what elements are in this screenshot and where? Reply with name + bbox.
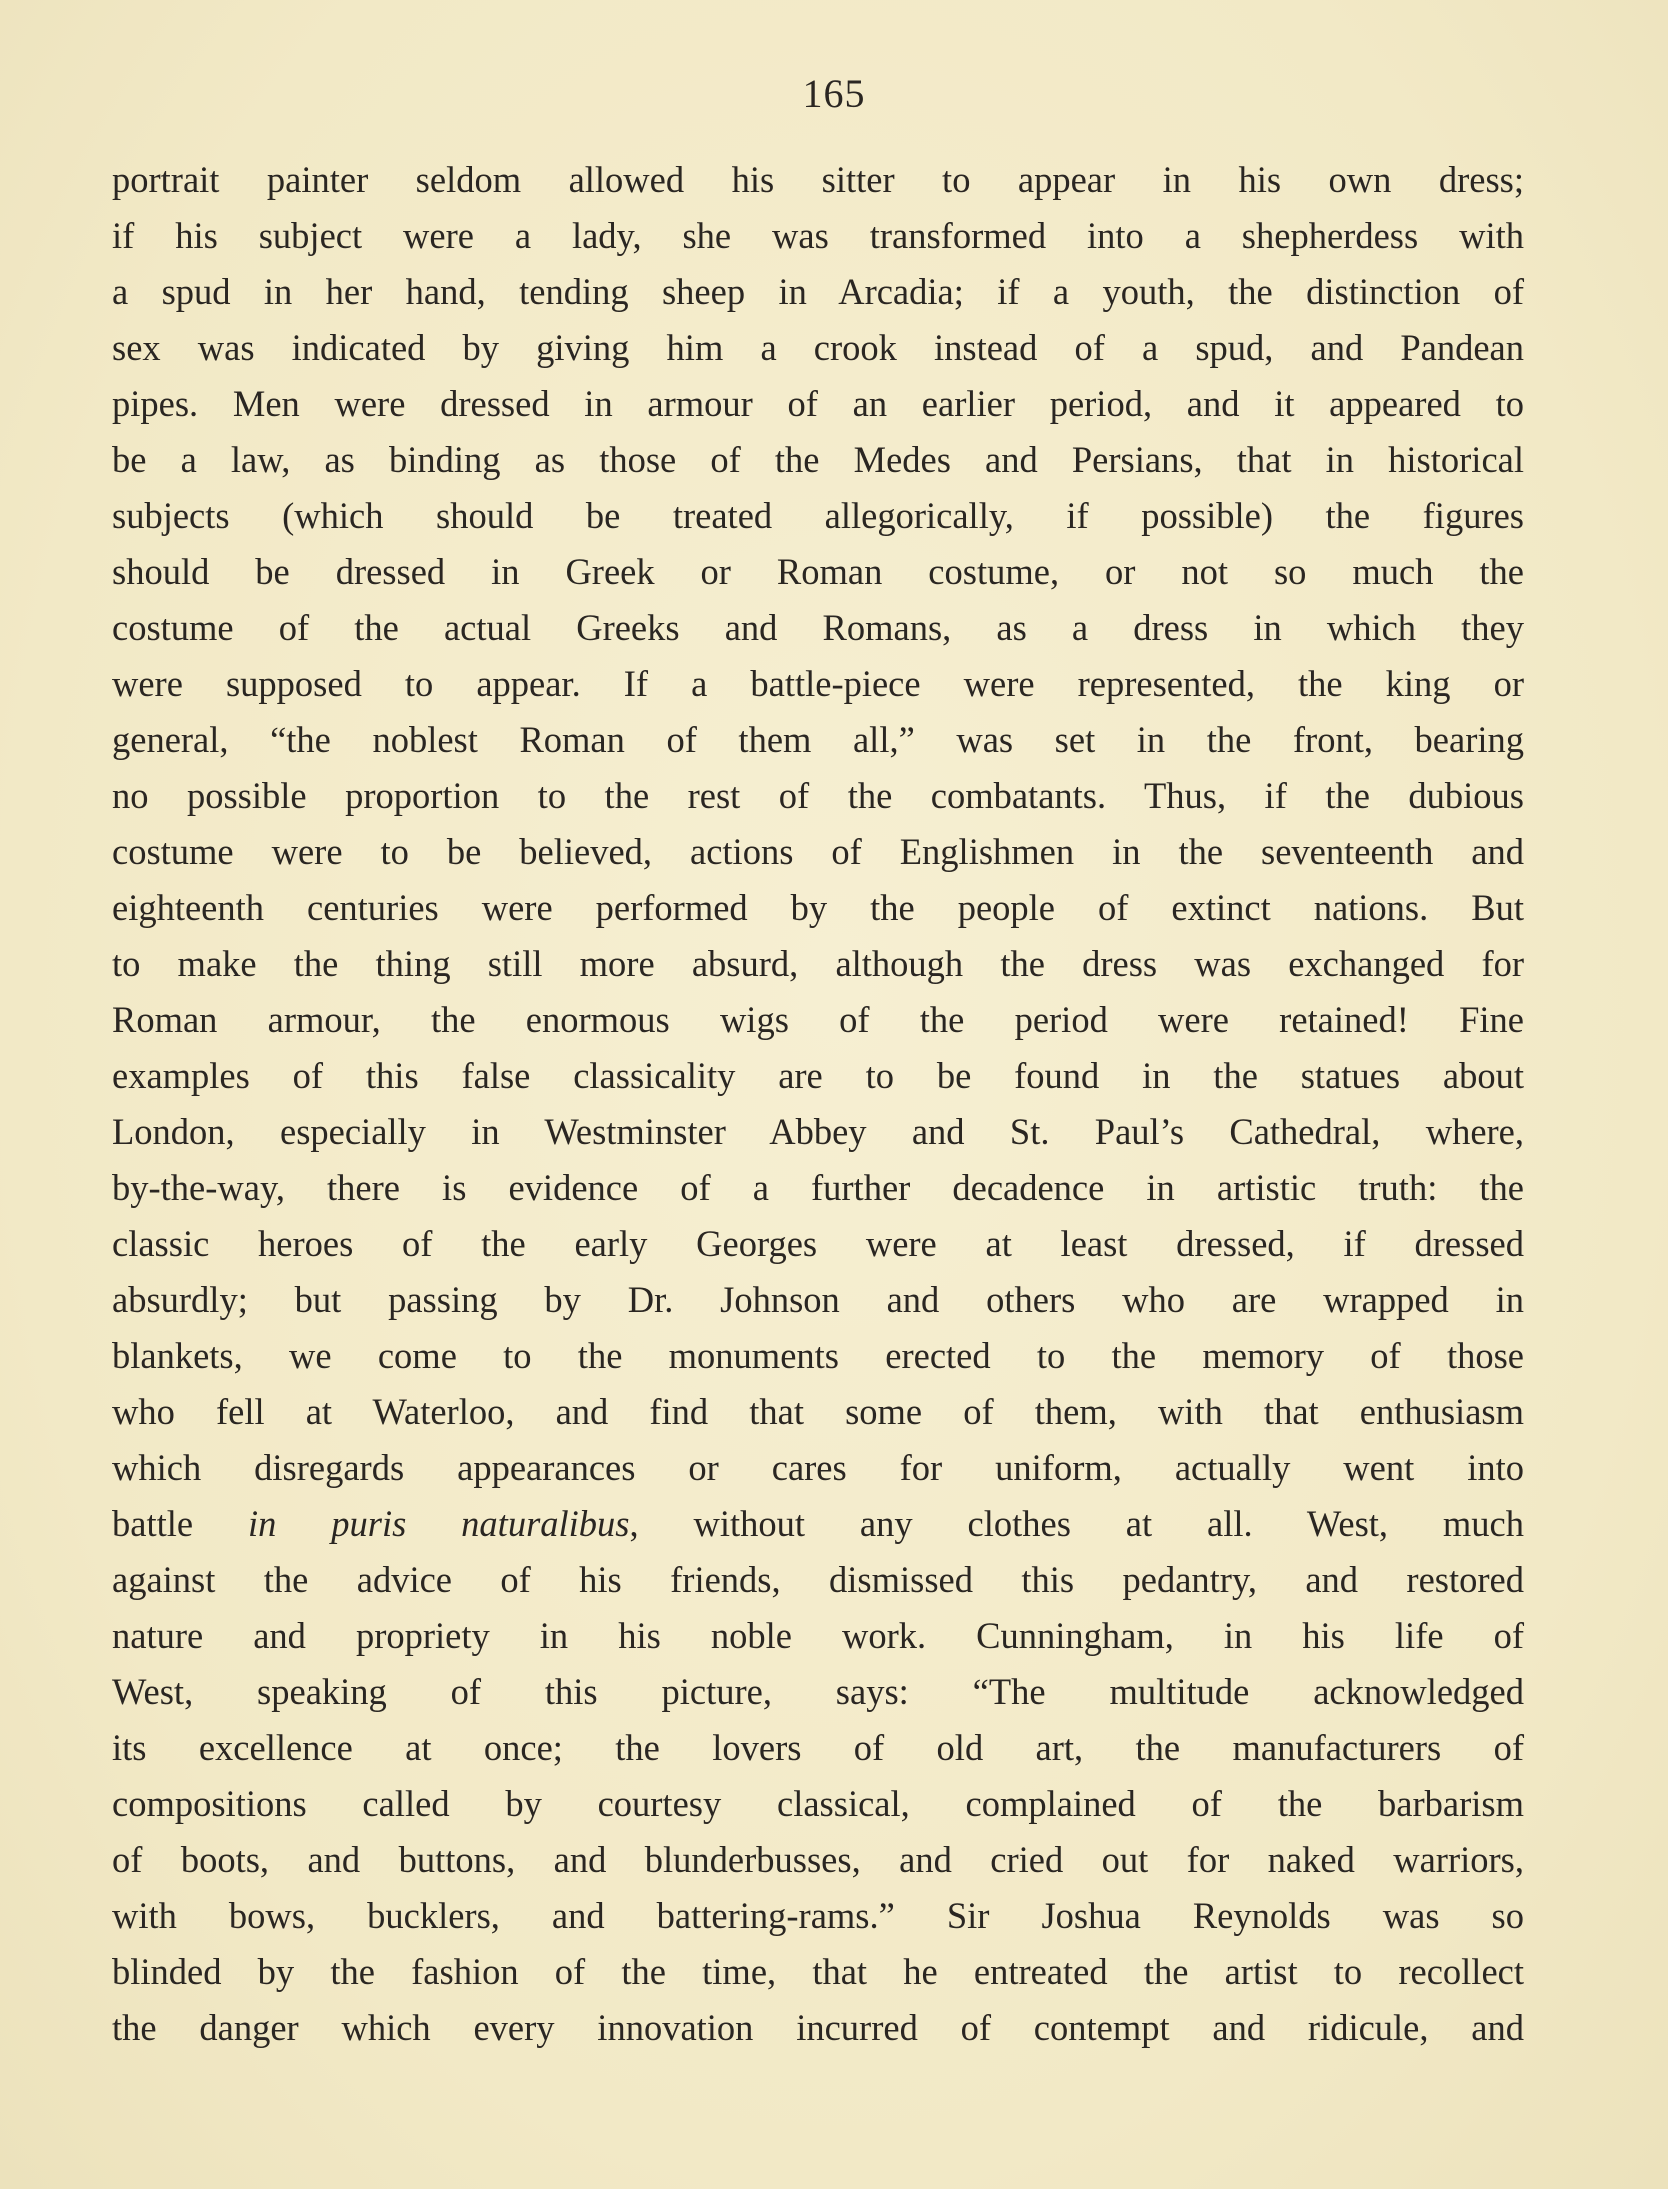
text-line-19: by-the-way, there is evidence of a further decadence in artistic truth: the	[112, 1167, 1524, 1208]
text-line-2: if his subject were a lady, she was transformed into a shepherdess with	[112, 215, 1524, 256]
text-line-23: who fell at Waterloo, and find that some of them, with that enthusiasm	[112, 1391, 1524, 1432]
text-line-16: Roman armour, the enormous wigs of the period were retained! Fine	[112, 999, 1524, 1040]
text-line-33: blinded by the fashion of the time, that he entreated the artist to recollect	[112, 1951, 1524, 1992]
text-line-18: London, especially in Westminster Abbey and St. Paul’s Cathedral, where,	[112, 1111, 1524, 1152]
text-line-5: pipes. Men were dressed in armour of an earlier period, and it appeared to	[112, 383, 1524, 424]
text-line-13: costume were to be believed, actions of Englishmen in the seventeenth and	[112, 831, 1524, 872]
page-number: 165	[802, 71, 866, 116]
body-text	[112, 152, 1524, 2056]
text-line-4: sex was indicated by giving him a crook instead of a spud, and Pandean	[112, 327, 1524, 368]
text-line-22: blankets, we come to the monuments erected to the memory of those	[112, 1335, 1524, 1376]
text-line-12: no possible proportion to the rest of the combatants. Thus, if the dubious	[112, 775, 1524, 816]
text-line-30: compositions called by courtesy classical, complained of the barbarism	[112, 1783, 1524, 1824]
text-line-11: general, “the noblest Roman of them all,” was set in the front, bearing	[112, 719, 1524, 760]
text-line-7: subjects (which should be treated allegorically, if possible) the figures	[112, 495, 1524, 536]
text-line-26: against the advice of his friends, dismissed this pedantry, and restored	[112, 1559, 1524, 1600]
text-line-1: portrait painter seldom allowed his sitter to appear in his own dress;	[112, 159, 1524, 200]
text-line-25-after: , without any clothes at all. West, much	[629, 1503, 1525, 1544]
text-line-8: should be dressed in Greek or Roman costume, or not so much the	[112, 551, 1524, 592]
text-line-10: were supposed to appear. If a battle-piece were represented, the king or	[112, 663, 1524, 704]
text-line-25	[112, 1496, 1524, 1552]
text-line-20: classic heroes of the early Georges were at least dressed, if dressed	[112, 1223, 1524, 1264]
text-line-25-before: battle	[112, 1503, 248, 1544]
text-line-17: examples of this false classicality are to be found in the statues about	[112, 1055, 1524, 1096]
text-line-24: which disregards appearances or cares for uniform, actually went into	[112, 1447, 1524, 1488]
text-line-28: West, speaking of this picture, says: “The multitude acknowledged	[112, 1671, 1524, 1712]
text-line-6: be a law, as binding as those of the Medes and Persians, that in historical	[112, 439, 1524, 480]
text-line-32: with bows, bucklers, and battering-rams.” Sir Joshua Reynolds was so	[112, 1895, 1524, 1936]
text-line-3: a spud in her hand, tending sheep in Arcadia; if a youth, the distinction of	[112, 271, 1524, 312]
text-line-15: to make the thing still more absurd, although the dress was exchanged for	[112, 943, 1524, 984]
text-line-27: nature and propriety in his noble work. Cunningham, in his life of	[112, 1615, 1524, 1656]
text-line-14: eighteenth centuries were performed by the people of extinct nations. But	[112, 887, 1524, 928]
text-line-34: the danger which every innovation incurred of contempt and ridicule, and	[112, 2007, 1524, 2048]
text-line-31: of boots, and buttons, and blunderbusses, and cried out for naked warriors,	[112, 1839, 1524, 1880]
text-line-29: its excellence at once; the lovers of old art, the manufacturers of	[112, 1727, 1524, 1768]
text-line-21: absurdly; but passing by Dr. Johnson and others who are wrapped in	[112, 1279, 1524, 1320]
latin-phrase: in puris naturalibus	[247, 1503, 630, 1544]
text-line-9: costume of the actual Greeks and Romans, as a dress in which they	[112, 607, 1524, 648]
